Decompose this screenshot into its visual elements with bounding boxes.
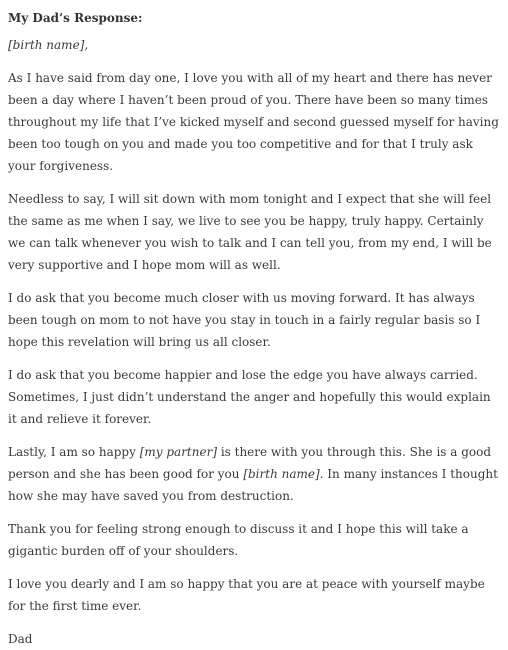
paragraph-2: Needless to say, I will sit down with mom tonight and I expect that she will feel the same as me when I say, we live to see you be happy, truly happy. Certainly we can talk whenever you wish to talk and I can tell you, from my end, I will be very supportive and I hope mom will as well.	[8, 192, 492, 272]
paragraph-7: I love you dearly and I am so happy that you are at peace with yourself maybe for the first time ever.	[8, 577, 485, 613]
salutation: [birth name],	[8, 38, 89, 52]
paragraph-5-part-3: . In many instances I thought how she may have saved you from destruction.	[8, 467, 498, 503]
paragraph-3: I do ask that you become much closer with us moving forward. It has always been tough on mom to not have you stay in touch in a fairly regular basis so I hope this revelation will bring us all closer.	[8, 291, 481, 349]
paragraph-4: I do ask that you become happier and lose the edge you have always carried. Sometimes, I just didn’t understand the anger and hopefully this would explain it and relieve it forever.	[8, 368, 491, 426]
paragraph-1: As I have said from day one, I love you with all of my heart and there has never been a day where I haven’t been proud of you. There have been so many times throughout my life that I’ve kicked myself and second guessed myself for having been too tough on you and made you too competitive and for that I truly ask your forgiveness.	[8, 71, 499, 173]
paragraph-5-part-2: is there with you through this. She is a good person and she has been good for you	[8, 445, 492, 481]
letter-heading: My Dad’s Response:	[8, 11, 143, 25]
partner-placeholder: [my partner]	[139, 445, 217, 459]
birth-name-placeholder: [birth name]	[243, 467, 320, 481]
letter	[8, 0, 500, 650]
paragraph-5	[8, 441, 500, 507]
paragraph-6: Thank you for feeling strong enough to discuss it and I hope this will take a gigantic burden off of your shoulders.	[8, 522, 469, 558]
signature: Dad	[8, 632, 33, 646]
paragraph-5-part-1: Lastly, I am so happy	[8, 445, 140, 459]
